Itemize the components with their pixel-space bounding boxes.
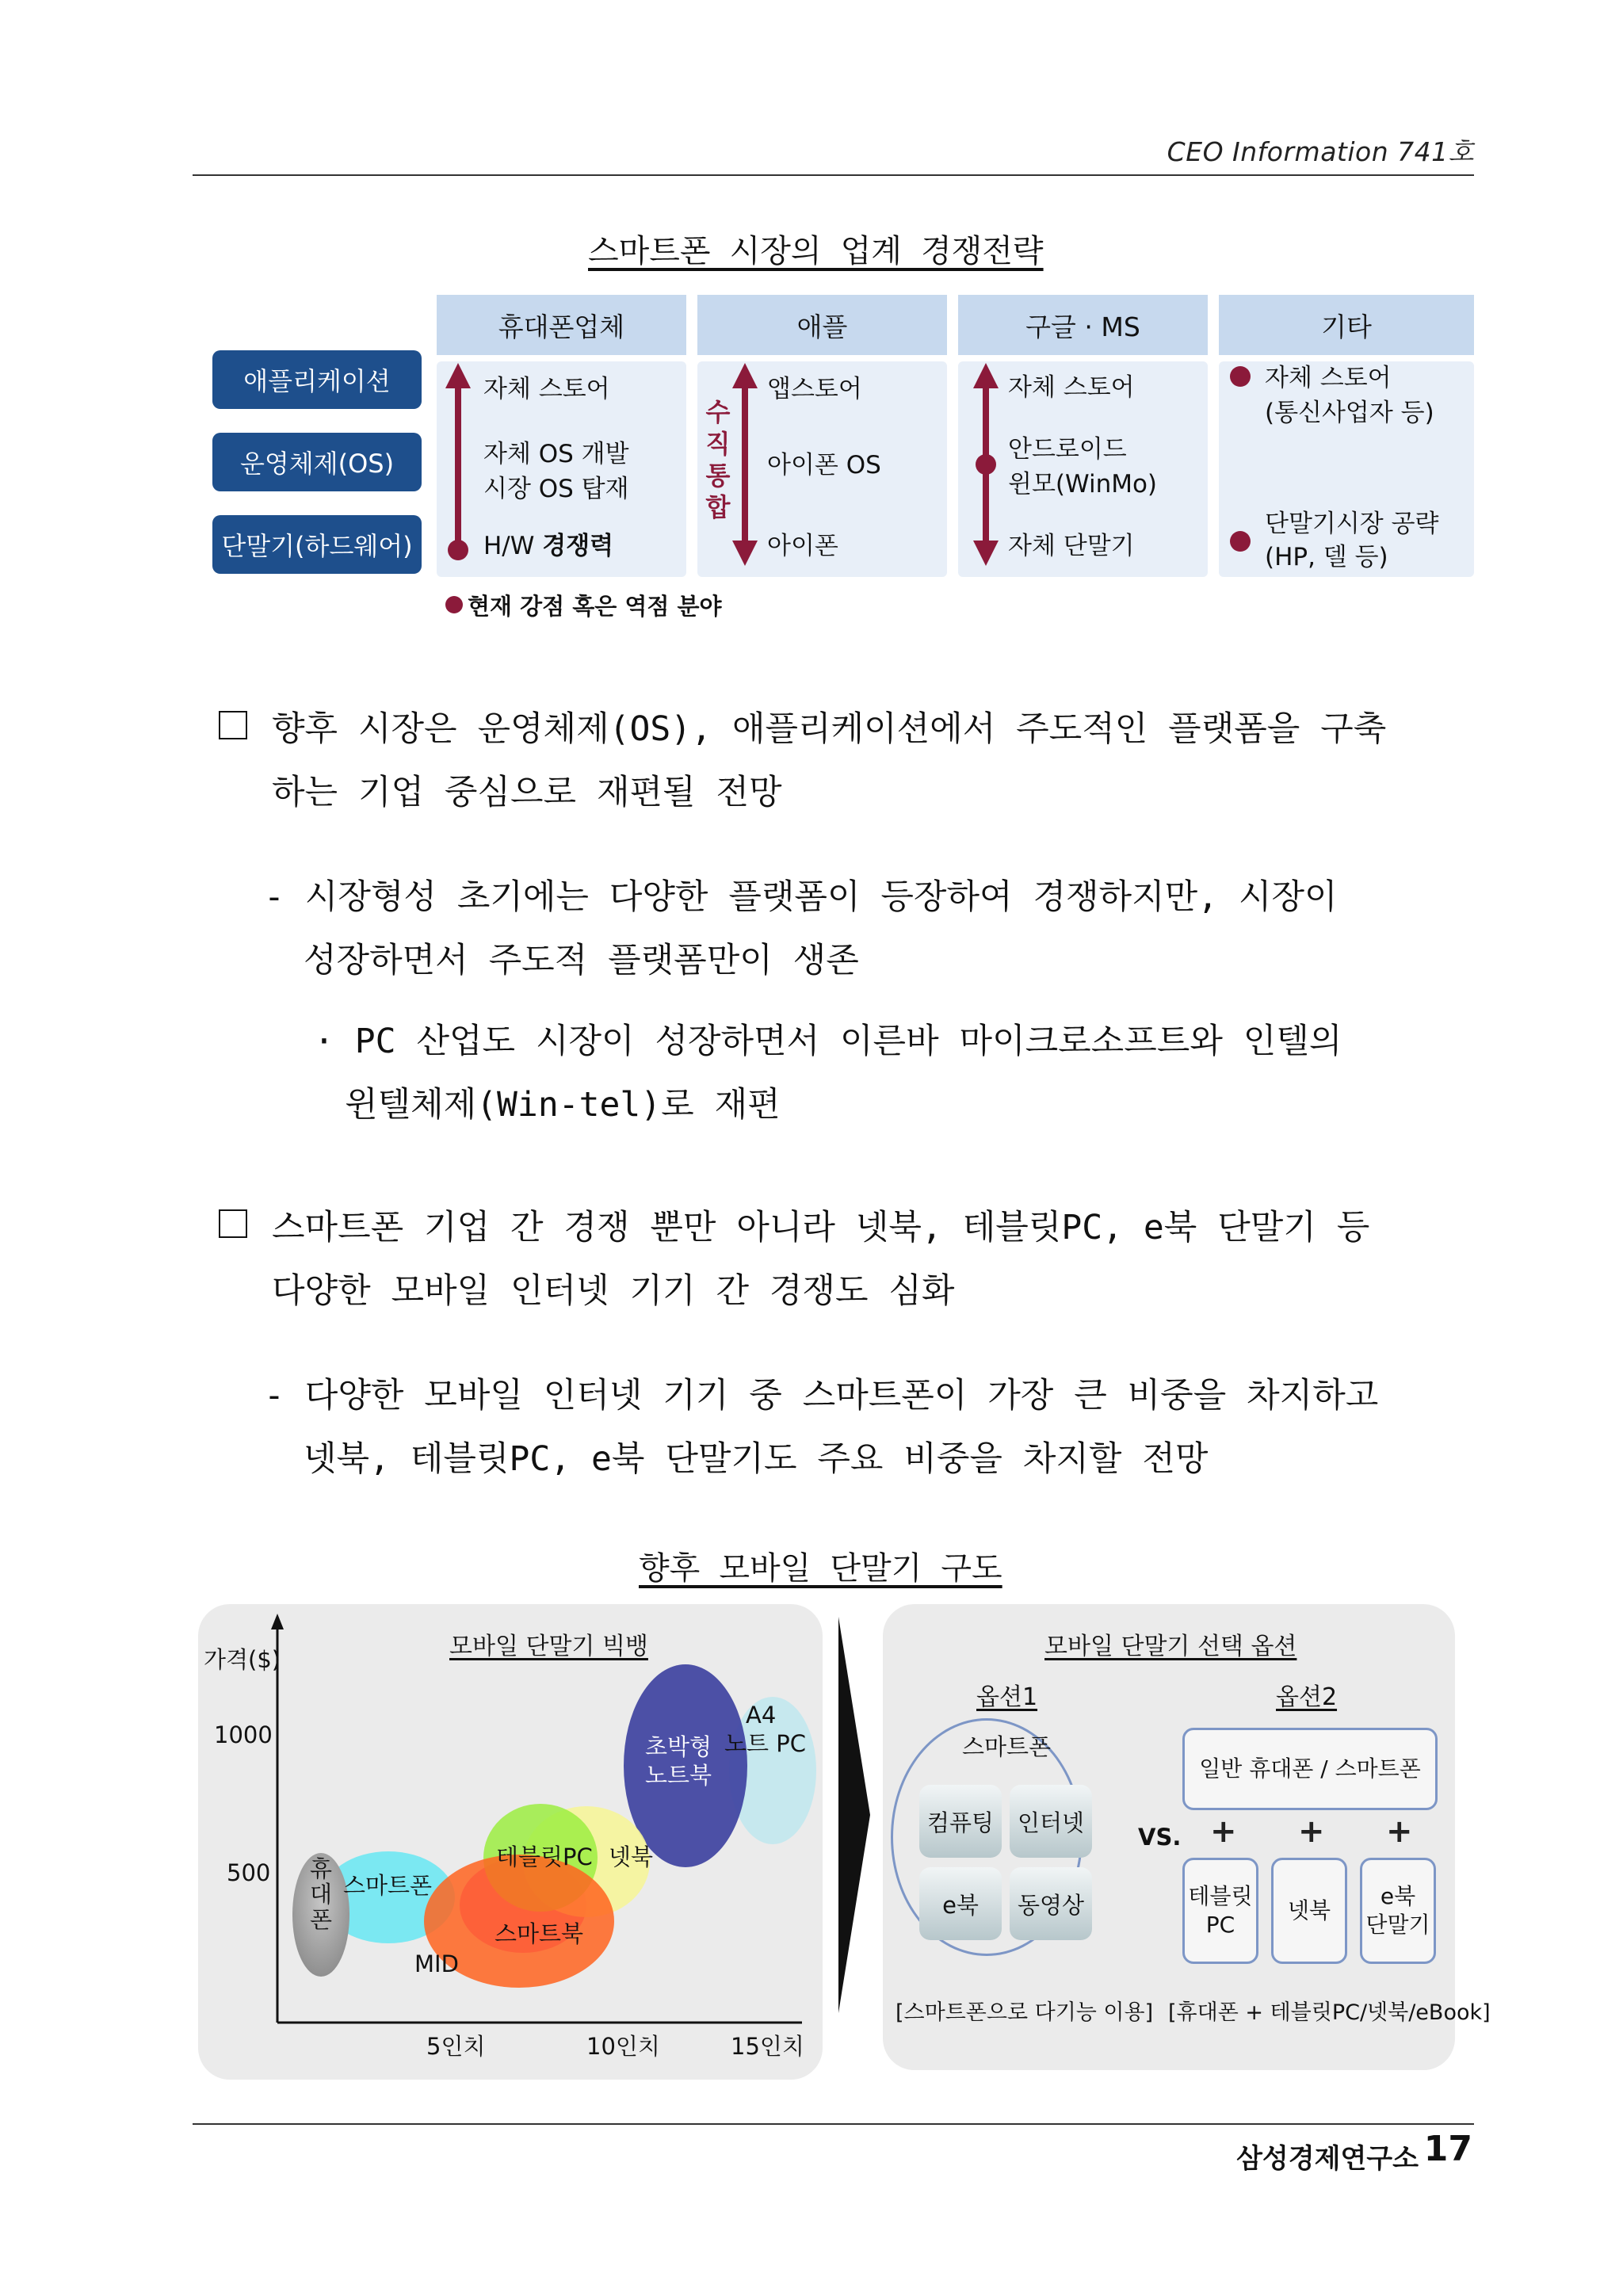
page-number: 17 bbox=[1423, 2129, 1472, 2169]
x-tick-10inch: 10인치 bbox=[586, 2033, 660, 2060]
apple-app-text: 앱스토어 bbox=[767, 375, 862, 403]
x-tick-5inch: 5인치 bbox=[426, 2033, 486, 2060]
y-axis-label: 가격($) bbox=[204, 1646, 281, 1673]
etc-hw-text-2: (HP, 델 등) bbox=[1265, 543, 1388, 571]
column-header-google-ms: 구글 · MS bbox=[958, 295, 1208, 355]
strength-dot-icon bbox=[1230, 366, 1251, 387]
options-title: 모바일 단말기 선택 옵션 bbox=[1044, 1633, 1297, 1660]
checkbox-bullet-icon bbox=[219, 1209, 247, 1238]
paragraph-2-line-1: 스마트폰 기업 간 경쟁 뿐만 아니라 넷북, 테블릿PC, e북 단말기 등 bbox=[272, 1208, 1370, 1247]
apple-hw-text: 아이폰 bbox=[767, 532, 838, 560]
paragraph-1-sub-line-2: 성장하면서 주도적 플랫폼만이 생존 bbox=[304, 941, 859, 980]
blob-phone-label: 휴 대 폰 bbox=[309, 1855, 332, 1933]
tile-internet: 인터넷 bbox=[1010, 1785, 1092, 1858]
row-label-application: 애플리케이션 bbox=[212, 350, 422, 409]
paragraph-1-bullet-line-2: 윈텔체제(Win-tel)로 재편 bbox=[345, 1085, 781, 1125]
blob-smartbook-label: 스마트북 bbox=[495, 1920, 584, 1947]
option1-smartphone-label: 스마트폰 bbox=[962, 1733, 1052, 1760]
option2-caption: [휴대폰 + 테블릿PC/넷북/eBook] bbox=[1168, 2000, 1491, 2025]
row-label-hardware: 단말기(하드웨어) bbox=[212, 515, 422, 574]
blob-smartphone-label: 스마트폰 bbox=[343, 1872, 433, 1899]
paragraph-1-line-2: 하는 기업 중심으로 재편될 전망 bbox=[272, 773, 782, 812]
legend-dot-icon bbox=[445, 596, 463, 613]
figure1-title: 스마트폰 시장의 업계 경쟁전략 bbox=[588, 233, 1044, 269]
paragraph-2-sub-line-2: 넷북, 테블릿PC, e북 단말기도 주요 비중을 차지할 전망 bbox=[304, 1439, 1209, 1479]
figure2-title: 향후 모바일 단말기 구도 bbox=[639, 1550, 1002, 1587]
footer-rule bbox=[193, 2123, 1474, 2125]
phone-os-text-2: 시장 OS 탑재 bbox=[483, 475, 629, 503]
google-os-text-2: 윈모(WinMo) bbox=[1008, 470, 1158, 499]
paragraph-1-bullet-line-1: · PC 산업도 시장이 성장하면서 이른바 마이크로소프트와 인텔의 bbox=[314, 1022, 1342, 1061]
etc-app-text-1: 자체 스토어 bbox=[1265, 364, 1392, 392]
option1-label: 옵션1 bbox=[976, 1683, 1038, 1711]
y-tick-500: 500 bbox=[227, 1859, 271, 1886]
phone-os-text-1: 자체 OS 개발 bbox=[483, 440, 629, 468]
blob-tablet-label: 테블릿PC bbox=[496, 1843, 593, 1870]
etc-hw-text-1: 단말기시장 공략 bbox=[1265, 510, 1439, 538]
blob-ultrathin-label-2: 노트북 bbox=[645, 1762, 712, 1789]
apple-os-text: 아이폰 OS bbox=[767, 451, 881, 479]
bigbang-title: 모바일 단말기 빅뱅 bbox=[449, 1633, 648, 1660]
blob-a4-label-1: A4 bbox=[746, 1702, 777, 1729]
header-rule bbox=[193, 174, 1474, 176]
blob-mid-label: MID bbox=[414, 1950, 459, 1977]
vertical-integration-label: 수 직 통 합 bbox=[705, 397, 731, 522]
strength-dot-icon bbox=[448, 540, 468, 560]
etc-app-text-2: (통신사업자 등) bbox=[1265, 399, 1434, 427]
blob-ultrathin-label-1: 초박형 bbox=[645, 1733, 712, 1760]
vs-label: VS. bbox=[1138, 1824, 1182, 1851]
option1-caption: [스마트폰으로 다기능 이용] bbox=[896, 2000, 1154, 2025]
publication-header: CEO Information 741호 bbox=[1167, 136, 1474, 167]
plus-icon: + bbox=[1210, 1813, 1237, 1850]
paragraph-1-sub-line-1: - 시장형성 초기에는 다양한 플랫폼이 등장하여 경쟁하지만, 시장이 bbox=[264, 877, 1338, 917]
plus-icon: + bbox=[1386, 1813, 1413, 1850]
general-phone-box: 일반 휴대폰 / 스마트폰 bbox=[1182, 1728, 1438, 1810]
tile-video: 동영상 bbox=[1010, 1867, 1092, 1940]
device-tablet-box: 테블릿 PC bbox=[1182, 1858, 1258, 1964]
strength-dot-icon bbox=[976, 454, 996, 475]
google-app-text: 자체 스토어 bbox=[1008, 373, 1135, 402]
phone-app-text: 자체 스토어 bbox=[483, 375, 610, 403]
checkbox-bullet-icon bbox=[219, 711, 247, 739]
google-hw-text: 자체 단말기 bbox=[1008, 532, 1135, 560]
paragraph-2-line-2: 다양한 모바일 인터넷 기기 간 경쟁도 심화 bbox=[272, 1271, 955, 1311]
tile-computing: 컴퓨팅 bbox=[919, 1785, 1002, 1858]
blob-a4-label-2: 노트 PC bbox=[724, 1730, 806, 1757]
blob-netbook-label: 넷북 bbox=[609, 1843, 654, 1870]
arrow-up-icon bbox=[444, 363, 472, 566]
option2-label: 옵션2 bbox=[1276, 1683, 1338, 1711]
figure1-legend: 현재 강점 혹은 역점 분야 bbox=[468, 593, 722, 620]
row-label-os: 운영체제(OS) bbox=[212, 433, 422, 491]
double-arrow-icon bbox=[731, 363, 759, 566]
x-tick-15inch: 15인치 bbox=[731, 2033, 804, 2060]
column-header-etc: 기타 bbox=[1219, 295, 1474, 355]
column-header-apple: 애플 bbox=[697, 295, 947, 355]
strength-dot-icon bbox=[1230, 531, 1251, 552]
triangle-arrow-icon bbox=[835, 1617, 875, 2013]
phone-hw-text: H/W 경쟁력 bbox=[483, 532, 614, 560]
footer-organization: 삼성경제연구소 bbox=[1236, 2143, 1419, 2175]
device-ebook-box: e북 단말기 bbox=[1360, 1858, 1436, 1964]
y-tick-1000: 1000 bbox=[214, 1721, 273, 1748]
tile-ebook: e북 bbox=[919, 1867, 1002, 1940]
paragraph-2-sub-line-1: - 다양한 모바일 인터넷 기기 중 스마트폰이 가장 큰 비중을 차지하고 bbox=[264, 1376, 1379, 1415]
column-header-phone: 휴대폰업체 bbox=[437, 295, 686, 355]
paragraph-1-line-1: 향후 시장은 운영체제(OS), 애플리케이션에서 주도적인 플랫폼을 구축 bbox=[272, 709, 1387, 749]
device-netbook-box: 넷북 bbox=[1271, 1858, 1347, 1964]
google-os-text-1: 안드로이드 bbox=[1008, 435, 1127, 464]
plus-icon: + bbox=[1298, 1813, 1325, 1850]
bigbang-chart bbox=[198, 1604, 823, 2080]
